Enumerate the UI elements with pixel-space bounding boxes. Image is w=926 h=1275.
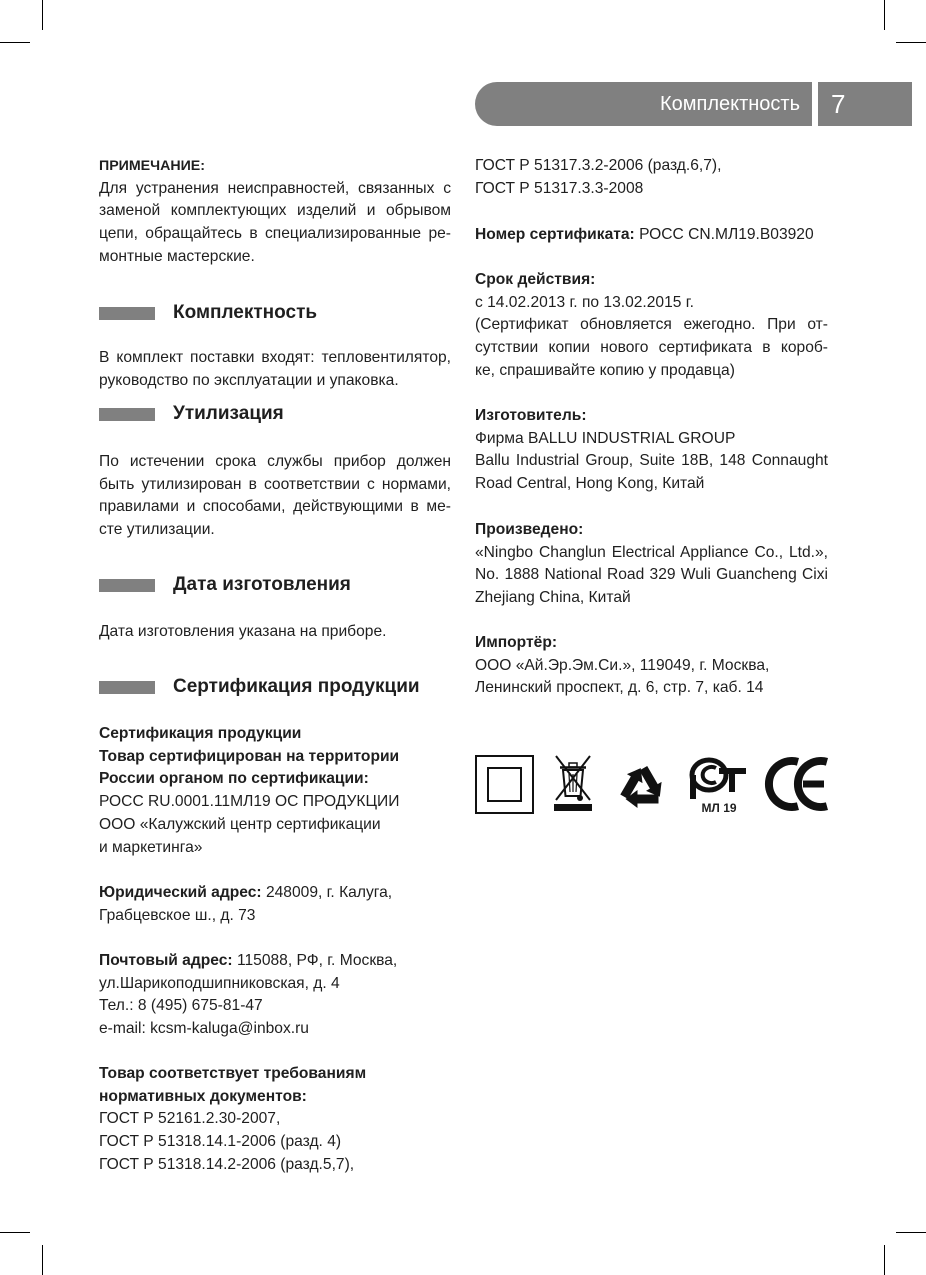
- crop-mark: [884, 1245, 885, 1275]
- section-heading-kit: [99, 300, 459, 326]
- note-line: Для устранения неисправностей, связанных с: [99, 179, 451, 197]
- certification-body-line: ООО «Калужский центр сертификации: [99, 815, 381, 833]
- ce-mark-icon: [763, 755, 829, 813]
- postal-address-value: 115088, РФ, г. Москва,: [236, 952, 398, 969]
- validity-block: [475, 269, 828, 383]
- crop-mark: [42, 0, 43, 30]
- produced-block: [475, 519, 828, 610]
- manufacturer-line: Road Central, Hong Kong, Китай: [475, 475, 705, 493]
- phone-line: Тел.: 8 (495) 675-81-47: [99, 997, 263, 1015]
- certificate-number-label: Номер сертификата:: [475, 226, 635, 243]
- page-number: 7: [831, 89, 846, 119]
- validity-line: ке, спрашивайте копию у продавца): [475, 361, 735, 379]
- note-block: [99, 155, 451, 269]
- disposal-paragraph: [99, 451, 451, 542]
- section-heading-disposal: [99, 401, 459, 427]
- produced-label: Произведено:: [475, 521, 584, 538]
- validity-line: (Сертификат обновляется ежегодно. При от-: [475, 316, 828, 334]
- crop-mark: [896, 1232, 926, 1233]
- kit-line: В комплект поставки входят: тепловентилятор,: [99, 349, 451, 366]
- page-number-box: [818, 82, 912, 126]
- legal-address-line: [99, 882, 451, 905]
- importer-label: Импортёр:: [475, 634, 558, 651]
- importer-block: [475, 632, 828, 700]
- postal-address-line: ул.Шарикоподшипниковская, д. 4: [99, 974, 340, 992]
- crop-mark: [884, 0, 885, 30]
- heading-text: Утилизация: [173, 403, 284, 424]
- validity-label: Срок действия:: [475, 271, 596, 288]
- crop-mark: [896, 42, 926, 43]
- importer-line: Ленинский проспект, д. 6, стр. 7, каб. 14: [475, 679, 764, 697]
- certification-intro-line: России органом по сертификации:: [99, 770, 369, 788]
- heading-bar: [99, 579, 155, 592]
- kit-line: руководство по эксплуатации и упаковка.: [99, 371, 399, 389]
- validity-line: с 14.02.2013 г. по 13.02.2015 г.: [475, 293, 694, 311]
- standard-line: ГОСТ Р 51317.3.2-2006 (разд.6,7),: [475, 157, 722, 174]
- section-heading-certification: [99, 674, 459, 700]
- crop-mark: [42, 1245, 43, 1275]
- crop-mark: [0, 42, 30, 43]
- standards-continued: [475, 155, 828, 200]
- disposal-line: сте утилизации.: [99, 521, 215, 539]
- kit-paragraph: [99, 347, 451, 392]
- note-line: монтные мастерские.: [99, 247, 255, 265]
- page-header-bar: [475, 82, 812, 126]
- importer-line: ООО «Ай.Эр.Эм.Си.», 119049, г. Москва,: [475, 656, 770, 674]
- email-line: e-mail: kcsm-kaluga@inbox.ru: [99, 1020, 309, 1038]
- certificate-number-line: [475, 224, 828, 247]
- crossed-out-bin-icon: [551, 752, 595, 814]
- note-label: ПРИМЕЧАНИЕ:: [99, 158, 205, 174]
- heading-text: Комплектность: [173, 302, 318, 323]
- crop-mark: [0, 1232, 30, 1233]
- certification-body-line: и маркетинга»: [99, 838, 203, 856]
- legal-address-block: [99, 882, 451, 927]
- manufacture-date-paragraph: [99, 621, 451, 644]
- certification-intro-line: Сертификация продукции: [99, 725, 302, 742]
- produced-line: No. 1888 National Road 329 Wuli Guancheng Cixi: [475, 566, 828, 584]
- recycle-arrow: [643, 768, 661, 797]
- heading-bar: [99, 408, 155, 421]
- heading-text: Сертификация продукции: [173, 676, 420, 697]
- disposal-line: быть утилизирован в соответствии с нормами,: [99, 475, 451, 493]
- postal-address-line: [99, 950, 451, 973]
- section-heading-manufacture-date: [99, 572, 459, 598]
- heading-bar: [99, 307, 155, 320]
- manufacturer-line: Ballu Industrial Group, Suite 18B, 148 Connaught: [475, 452, 828, 470]
- postal-address-label: Почтовый адрес:: [99, 952, 233, 969]
- compliance-block: [99, 1063, 451, 1177]
- manufacturer-label: Изготовитель:: [475, 407, 587, 424]
- standard-line: ГОСТ Р 51317.3.3-2008: [475, 179, 644, 197]
- page-section-title: Комплектность: [659, 93, 800, 115]
- certificate-number-block: [475, 224, 828, 247]
- disposal-line: По истечении срока службы прибор должен: [99, 453, 451, 470]
- certification-intro-line: Товар сертифицирован на территории: [99, 747, 400, 765]
- recycle-icon: [610, 754, 674, 814]
- certification-body-line: РОСС RU.0001.11МЛ19 ОС ПРОДУКЦИИ: [99, 793, 400, 811]
- legal-address-label: Юридический адрес:: [99, 884, 262, 901]
- note-line: заменой комплектующих изделий и обрывом: [99, 202, 451, 220]
- legal-address-value: 248009, г. Калуга,: [265, 884, 393, 901]
- pct-mark-icon: [688, 755, 748, 801]
- pct-mark-code: МЛ 19: [701, 801, 737, 815]
- disposal-line: правилами и способами, действующими в ме-: [99, 498, 451, 516]
- standard-line: ГОСТ Р 52161.2.30-2007,: [99, 1110, 281, 1128]
- produced-line: «Ningbo Changlun Electrical Appliance Co., Ltd.»,: [475, 543, 828, 561]
- certificate-number-value: РОСС CN.МЛ19.В03920: [639, 226, 814, 243]
- legal-address-line: Грабцевское ш., д. 73: [99, 906, 256, 924]
- heading-bar: [99, 681, 155, 694]
- double-square-icon: [475, 755, 534, 814]
- standard-line: ГОСТ Р 51318.14.2-2006 (разд.5,7),: [99, 1155, 355, 1173]
- compliance-label-line: Товар соответствует требованиям: [99, 1065, 367, 1082]
- manufacture-date-line: Дата изготовления указана на приборе.: [99, 623, 387, 640]
- standard-line: ГОСТ Р 51318.14.1-2006 (разд. 4): [99, 1133, 342, 1151]
- heading-text: Дата изготовления: [173, 574, 351, 595]
- manufacturer-block: [475, 405, 828, 496]
- compliance-label-line: нормативных документов:: [99, 1087, 307, 1105]
- note-line: цепи, обращайтесь в специализированные ре-: [99, 225, 451, 243]
- postal-address-block: [99, 950, 451, 1041]
- certification-body: [99, 723, 451, 859]
- validity-line: сутствии копии нового сертификата в короб-: [475, 339, 828, 357]
- produced-line: Zhejiang China, Китай: [475, 589, 631, 607]
- manufacturer-line: Фирма BALLU INDUSTRIAL GROUP: [475, 429, 736, 447]
